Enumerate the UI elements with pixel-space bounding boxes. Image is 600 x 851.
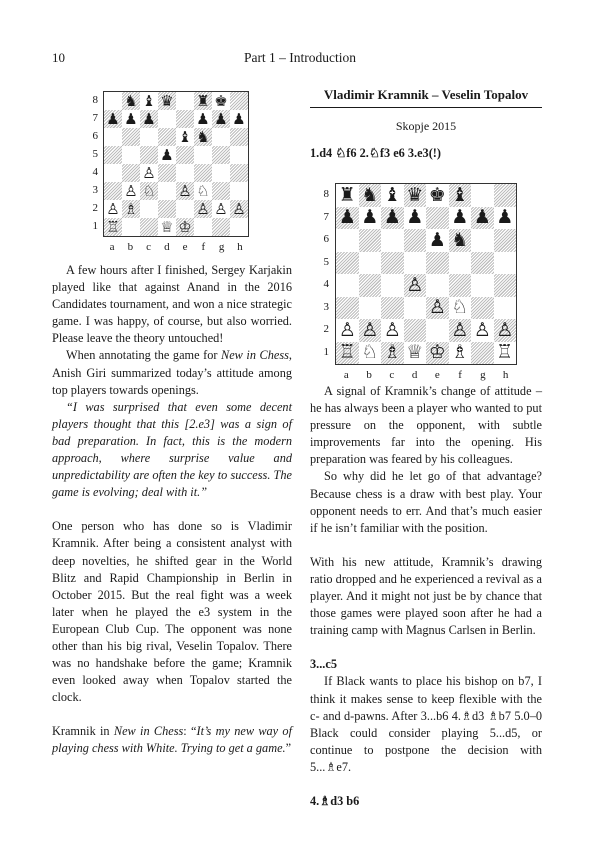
square-f2: ♙ [194,200,212,218]
square-h6 [494,229,517,252]
file-labels [335,369,517,381]
square-f7: ♟ [194,110,212,128]
rank-label: 4 [92,166,98,178]
square-f3: ♘ [194,182,212,200]
square-a3 [104,182,122,200]
square-d1: ♕ [158,218,176,236]
rank-label: 1 [92,220,98,232]
square-e7 [426,207,449,230]
square-e1: ♔ [176,218,194,236]
square-a7: ♟ [336,207,359,230]
file-label: c [146,241,152,253]
rank-label: 2 [323,323,329,336]
running-title: Part 1 – Introduction [243,50,357,65]
square-f5 [194,146,212,164]
square-h5 [230,146,248,164]
square-f8: ♜ [194,92,212,110]
square-d4 [158,164,176,182]
paragraph: A few hours after I finished, Sergey Karjakin played like that against Anand in the 2016 Candidates tournament, and won a nice strategic game. I was happy, of course, but also worried. Please leave the theory untouched! [52,263,292,346]
file-label: h [502,369,509,381]
square-c2 [140,200,158,218]
square-b1 [122,218,140,236]
paragraph: When annotating the game for New in Chess, Anish Giri summarized today’s attitude among top players towards openings. [52,348,292,397]
square-f1: ♗ [449,342,472,365]
file-label: f [201,241,206,253]
rank-label: 8 [92,94,98,106]
rank-label: 2 [92,202,98,214]
square-c2: ♙ [381,319,404,342]
square-b1: ♘ [359,342,382,365]
square-h6 [230,128,248,146]
square-a7: ♟ [104,110,122,128]
square-h1: ♖ [494,342,517,365]
square-d8: ♛ [158,92,176,110]
giri-quote: “I was surprised that even some decent players thought that this [2.e3] was a sign of bad preparation. In fact, this is the modern approach, where surprise value and unpredictability are often the key to success. The game is evolving; deal with it.” [52,399,292,500]
square-d3 [158,182,176,200]
square-g4 [471,274,494,297]
square-c6 [381,229,404,252]
square-e5 [176,146,194,164]
game-title: Vladimir Kramnik – Veselin Topalov [310,86,542,108]
square-b8: ♞ [122,92,140,110]
right-column [310,383,542,810]
square-e2 [426,319,449,342]
left-column [52,262,292,758]
rank-label: 5 [92,148,98,160]
square-g3 [471,297,494,320]
square-a4 [336,274,359,297]
square-c6 [140,128,158,146]
square-a1: ♖ [336,342,359,365]
square-a4 [104,164,122,182]
square-e2 [176,200,194,218]
square-e3: ♙ [176,182,194,200]
square-b3 [359,297,382,320]
file-label: h [237,241,243,253]
rank-labels [87,91,98,235]
square-h2: ♙ [494,319,517,342]
square-h5 [494,252,517,275]
square-a6 [104,128,122,146]
square-f4 [449,274,472,297]
file-label: a [109,241,115,253]
square-d2 [404,319,427,342]
square-g3 [212,182,230,200]
rank-label: 6 [323,233,329,246]
square-f1 [194,218,212,236]
chess-diagram-right [323,183,517,381]
square-a2: ♙ [104,200,122,218]
square-e8 [176,92,194,110]
square-h3 [230,182,248,200]
file-label: g [480,369,486,381]
square-h8 [494,184,517,207]
square-g6 [212,128,230,146]
file-label: a [343,369,349,381]
chess-diagram-left [92,91,249,253]
square-c8: ♝ [381,184,404,207]
paragraph: A signal of Kramnik’s change of attitude – he has always been a player who wanted to put pressure on the opponent, with subtle improvements far into the opening. His preparation was feared by his colleagues. [310,384,542,467]
square-h8 [230,92,248,110]
square-c1: ♗ [381,342,404,365]
square-b6 [122,128,140,146]
square-c4 [381,274,404,297]
rank-label: 6 [92,130,98,142]
square-d3 [404,297,427,320]
square-f6: ♞ [194,128,212,146]
square-b6 [359,229,382,252]
square-a8 [104,92,122,110]
square-e3: ♙ [426,297,449,320]
square-b3: ♙ [122,182,140,200]
square-d8: ♛ [404,184,427,207]
square-g5 [471,252,494,275]
square-h7: ♟ [494,207,517,230]
square-e1: ♔ [426,342,449,365]
square-e6: ♟ [426,229,449,252]
file-label: e [182,241,188,253]
square-c5 [381,252,404,275]
paragraph: If Black wants to place his bishop on b7, I think it makes sense to keep flexible with the c- and d-pawns. After 3...b6 4.♗d3 ♗b7 5.0–0 Black could consider playing 5...d5, or continue to postpone the decision with 5...♗e7. [310,674,542,774]
square-e4 [176,164,194,182]
square-d2 [158,200,176,218]
square-h3 [494,297,517,320]
rank-label: 3 [323,300,329,313]
paragraph: With his new attitude, Kramnik’s drawing ratio dropped and he experienced a revival as a player. And it might not just be by chance that those games were played soon after he had a training camp with Magnus Carlsen in Berlin. [310,554,542,638]
rank-label: 1 [323,345,329,358]
square-g6 [471,229,494,252]
square-f2: ♙ [449,319,472,342]
square-f5 [449,252,472,275]
rank-label: 7 [323,210,329,223]
square-d6 [158,128,176,146]
file-label: g [218,241,225,253]
square-a5 [336,252,359,275]
square-c3 [381,297,404,320]
square-g7: ♟ [212,110,230,128]
square-g1 [471,342,494,365]
file-label: f [458,369,462,381]
square-b5 [122,146,140,164]
square-b7: ♟ [359,207,382,230]
square-g1 [212,218,230,236]
square-e5 [426,252,449,275]
square-e7 [176,110,194,128]
square-g2: ♙ [212,200,230,218]
square-c1 [140,218,158,236]
right-column-head [310,86,542,162]
square-d7 [158,110,176,128]
square-e8: ♚ [426,184,449,207]
rank-label: 8 [323,188,329,201]
chessboard [103,91,249,237]
file-label: d [164,241,170,253]
paragraph: So why did he let go of that advantage? Because chess is a draw with best play. Your opponent needs to err. And that’s much easier if he isn’t familiar with the position. [310,469,542,535]
square-a1: ♖ [104,218,122,236]
chessboard [335,183,517,365]
square-c7: ♟ [140,110,158,128]
file-labels [103,241,249,253]
square-c4: ♙ [140,164,158,182]
square-a6 [336,229,359,252]
square-d6 [404,229,427,252]
rank-labels [317,183,329,363]
square-a8: ♜ [336,184,359,207]
square-b4 [359,274,382,297]
square-c8: ♝ [140,92,158,110]
square-g5 [212,146,230,164]
moves: 3...c5 [310,657,337,672]
square-g4 [212,164,230,182]
square-f4 [194,164,212,182]
square-c5 [140,146,158,164]
square-f8: ♝ [449,184,472,207]
file-label: b [366,369,372,381]
rank-label: 3 [92,184,98,196]
rank-label: 4 [323,278,329,291]
square-g7: ♟ [471,207,494,230]
square-b7: ♟ [122,110,140,128]
square-c7: ♟ [381,207,404,230]
square-h4 [230,164,248,182]
rank-label: 7 [92,112,98,124]
square-c3: ♘ [140,182,158,200]
square-g8 [471,184,494,207]
file-label: d [411,369,418,381]
square-b5 [359,252,382,275]
square-d5: ♟ [158,146,176,164]
moves: 1.d4 ♘f6 2.♘f3 e6 3.e3(!) [310,146,441,161]
file-label: b [127,241,134,253]
square-e4 [426,274,449,297]
game-place: Skopje 2015 [395,119,457,134]
file-label: c [389,369,395,381]
moves: 4.♗d3 b6 [310,793,360,808]
square-b2: ♗ [122,200,140,218]
square-h4 [494,274,517,297]
square-h1 [230,218,248,236]
square-f3: ♘ [449,297,472,320]
square-b2: ♙ [359,319,382,342]
square-d4: ♙ [404,274,427,297]
square-g8: ♚ [212,92,230,110]
paragraph: One person who has done so is Vladimir Kramnik. After being a consistent analyst with deep novelties, he shifted gear in the World Blitz and Rapid Championship in Berlin in October 2015. But the real fight was a week later when he played the e3 system in the European Club Cup. The opponent was none other than his big rival, Veselin Topalov. There was no handshake before the game; Kramnik even looked away when Topalov started the clock. [52,519,292,705]
rank-label: 5 [323,255,329,268]
square-b4 [122,164,140,182]
page-number: 10 [52,50,65,65]
square-g2: ♙ [471,319,494,342]
kramnik-quote: Kramnik in New in Chess: “It’s my new way of playing chess with White. Trying to get a game.” [52,724,292,756]
square-f7: ♟ [449,207,472,230]
square-h7: ♟ [230,110,248,128]
file-label: e [434,369,440,381]
square-a2: ♙ [336,319,359,342]
square-d1: ♕ [404,342,427,365]
square-h2: ♙ [230,200,248,218]
square-f6: ♞ [449,229,472,252]
square-d7: ♟ [404,207,427,230]
square-e6: ♝ [176,128,194,146]
square-d5 [404,252,427,275]
square-b8: ♞ [359,184,382,207]
square-a3 [336,297,359,320]
square-a5 [104,146,122,164]
